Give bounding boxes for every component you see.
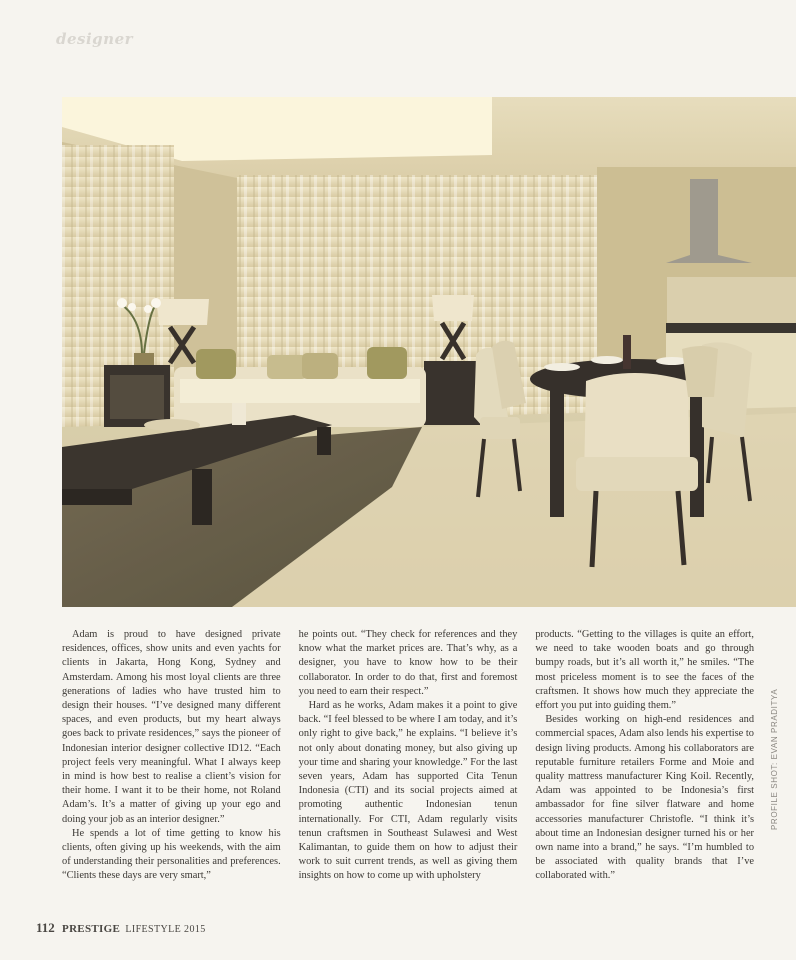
paragraph: He spends a lot of time getting to know his clients, often giving up his weekends, with the aim of understanding their personalities and preferences. “Clients these days are very smart,” bbox=[62, 827, 281, 882]
publication-name: PRESTIGE bbox=[62, 923, 121, 935]
text-column-1 bbox=[62, 628, 281, 882]
interior-photo bbox=[62, 97, 796, 607]
paragraph: he points out. “They check for references and they know what the market prices are. That’s why, as a designer, you have to know how to be their collaborator. In order to do that, first and foremost you need to earn their respect.” bbox=[298, 629, 518, 697]
paragraph: Hard as he works, Adam makes it a point to give back. “I feel blessed to be where I am today, and it’s only right to give back,” he explains. “I believe it’s not only about donating money, but also giving up your time and sharing your knowledge.” For the last seven years, Adam has supported Cita Tenun Indonesia (CTI) and its social projects aimed at promoting authentic Indonesian tenun internationally. For CTI, Adam regularly visits tenun craftsmen in Southeast Sulawesi and West Kalimantan, to guide them on how to adjust their work to suit current trends, as well as giving them insights on how to come up with upholstery bbox=[298, 700, 518, 882]
issue-name: LIFESTYLE 2015 bbox=[125, 924, 206, 935]
section-tag: designer bbox=[56, 30, 134, 48]
photo-credit: PROFILE SHOT: EVAN PRADITYA bbox=[770, 688, 779, 830]
paragraph: Besides working on high-end residences and commercial spaces, Adam also lends his expertise to design living products. Among his collaborators are reputable furniture retailers Forme and Moie and quality mattress manufacturer King Koil. Recently, Adam was appointed to be Indonesia’s first ambassador for fine silver flatware and home accessories manufacturer Christofle. “I think it’s about time an Indonesian designer turned his or her own name into a brand,” he says. “I’m humbled to be associated with quality brands that I’ve collaborated with.” bbox=[535, 714, 755, 882]
article-body bbox=[62, 628, 755, 882]
page-number: 112 bbox=[36, 920, 55, 935]
living-dining-room-illustration bbox=[62, 97, 796, 607]
text-column-2 bbox=[298, 628, 518, 882]
paragraph: Adam is proud to have designed private residences, offices, show units and even yachts for clients in Jakarta, Hong Kong, Sydney and Amsterdam. Among his most loyal clients are three generations of ladies who have trusted him to design their houses. “I’ve designed many different spaces, and even products, but my heart always goes back to private residences,” says the pioneer of Indonesian interior designer collective ID12. “Each project feels very meaningful. What I always keep in mind is how best to realise a client’s vision for their home. I want it to be their home, not Roland Adam’s. It’s a matter of giving up your ego and doing your job as an interior designer.” bbox=[62, 629, 281, 825]
text-column-3 bbox=[535, 628, 755, 882]
page-footer bbox=[36, 920, 206, 936]
paragraph: products. “Getting to the villages is quite an effort, we need to take wooden boats and go through bumpy roads, but it’s all worth it,” he smiles. “The most priceless moment is to see the faces of the craftsmen. It shows how much they appreciate the effort you put into guiding them.” bbox=[535, 629, 755, 712]
